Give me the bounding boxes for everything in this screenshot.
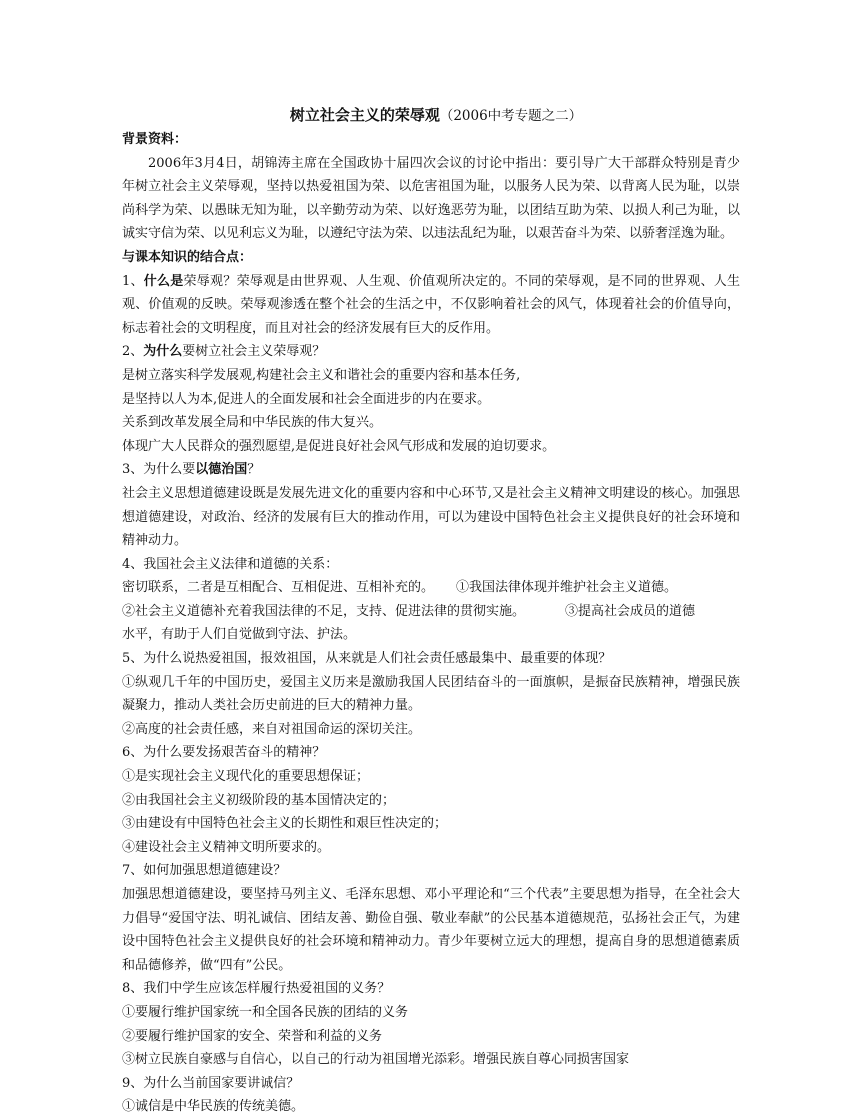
q2-bold: 为什么 <box>143 344 183 360</box>
q4-line-3: 水平，有助于人们自觉做到守法、护法。 <box>122 627 357 643</box>
q3-paragraph: 社会主义思想道德建设既是发展先进文化的重要内容和中心环节,又是社会主义精神文明建设的核心。加强思想道德建设，对政治、经济的发展有巨大的推动作用，可以为建设中国特色社会主义提供良好的社会环境和精神动力。 <box>122 485 740 549</box>
question-3-title <box>122 458 740 482</box>
q9-item: ①诚信是中华民族的传统美德。 <box>122 1099 305 1115</box>
q1-number: 1、 <box>122 273 144 289</box>
title-main: 树立社会主义的荣辱观 <box>289 106 440 124</box>
q6-item: ②由我国社会主义初级阶段的基本国情决定的； <box>122 792 396 808</box>
q8-item: ①要履行维护国家统一和全国各民族的团结的义务 <box>122 1004 409 1020</box>
question-4-title: 4、我国社会主义法律和道德的关系： <box>122 556 339 572</box>
question-5-title: 5、为什么说热爱祖国，报效祖国，从来就是人们社会责任感最集中、最重要的体现？ <box>122 651 612 667</box>
question-8-title: 8、我们中学生应该怎样履行热爱祖国的义务？ <box>122 981 391 997</box>
question-7-title: 7、如何加强思想道德建设？ <box>122 863 287 879</box>
question-2-title <box>122 340 740 364</box>
combo-heading: 与课本知识的结合点： <box>122 249 253 265</box>
q5-paragraph-2: ②高度的社会责任感，来自对祖国命运的深切关注。 <box>122 721 422 737</box>
q2-line: 是坚持以人为本,促进人的全面发展和社会全面进步的内在要求。 <box>122 391 491 407</box>
q7-paragraph: 加强思想道德建设，要坚持马列主义、毛泽东思想、邓小平理论和“三个代表”主要思想为指导，在全社会大力倡导“爱国守法、明礼诚信、团结友善、勤俭自强、敬业奉献”的公民基本道德规范，弘扬社会正气，为建设中国特色社会主义提供良好的社会环境和精神动力。青少年要树立远大的理想，提高自身的思想道德素质和品德修养，做“四有”公民。 <box>122 887 740 973</box>
q2-line: 体现广大人民群众的强烈愿望,是促进良好社会风气形成和发展的迫切要求。 <box>122 438 556 454</box>
q2-text: 要树立社会主义荣辱观？ <box>182 344 326 360</box>
q1-text: 荣辱观？荣辱观是由世界观、人生观、价值观所决定的。不同的荣辱观，是不同的世界观、人生观、价值观的反映。荣辱观渗透在整个社会的生活之中，不仅影响着社会的风气，体现着社会的价值导向，标志着社会的文明程度，而且对社会的经济发展有巨大的反作用。 <box>122 273 740 336</box>
document-page <box>122 103 740 1119</box>
q8-item: ③树立民族自豪感与自信心，以自己的行动为祖国增光添彩。增强民族自尊心同损害国家 <box>122 1052 630 1068</box>
q5-paragraph-1: ①纵观几千年的中国历史，爱国主义历来是激励我国人民团结奋斗的一面旗帜，是振奋民族精神，增强民族凝聚力，推动人类社会历史前进的巨大的精神力量。 <box>122 674 740 714</box>
q4-line-2a: ②社会主义道德补充着我国法律的不足，支持、促进法律的贯彻实施。 <box>122 603 526 619</box>
q6-item: ③由建设有中国特色社会主义的长期性和艰巨性决定的； <box>122 816 448 832</box>
q8-item: ②要履行维护国家的安全、荣誉和利益的义务 <box>122 1028 383 1044</box>
question-9-title: 9、为什么当前国家要讲诚信？ <box>122 1075 300 1091</box>
q1-bold: 什么是 <box>143 273 184 289</box>
q4-line-1 <box>122 576 740 600</box>
q4-line-1a: 密切联系，二者是互相配合、互相促进、互相补充的。 <box>122 580 435 596</box>
question-6-title: 6、为什么要发扬艰苦奋斗的精神？ <box>122 745 326 761</box>
q3-bold: 以德治国 <box>195 462 248 478</box>
q4-line-1b: ①我国法律体现并维护社会主义道德。 <box>456 580 678 596</box>
q2-line: 是树立落实科学发展观,构建社会主义和谐社会的重要内容和基本任务, <box>122 367 521 383</box>
background-heading: 背景资料： <box>122 132 188 147</box>
q2-line: 关系到改革发展全局和中华民族的伟大复兴。 <box>122 415 383 431</box>
q6-item: ①是实现社会主义现代化的重要思想保证； <box>122 769 370 785</box>
question-1 <box>122 270 740 341</box>
q3-suffix: ？ <box>247 462 261 478</box>
q4-line-2 <box>122 600 740 624</box>
q2-number: 2、 <box>122 344 144 360</box>
q6-item: ④建设社会主义精神文明所要求的。 <box>122 839 331 855</box>
document-title <box>132 103 740 128</box>
q4-line-2b: ③提高社会成员的道德 <box>565 603 696 619</box>
background-paragraph: 2006年3月4日，胡锦涛主席在全国政协十届四次会议的讨论中指出：要引导广大干部群众特别是青少年树立社会主义荣辱观，坚持以热爱祖国为荣、以危害祖国为耻，以服务人民为荣、以背离人民为耻，以崇尚科学为荣、以愚昧无知为耻，以辛勤劳动为荣、以好逸恶劳为耻，以团结互助为荣、以损人利己为耻，以诚实守信为荣、以见利忘义为耻，以遵纪守法为荣、以违法乱纪为耻，以艰苦奋斗为荣、以骄奢淫逸为耻。 <box>122 155 740 242</box>
title-subtitle: （2006中考专题之二） <box>439 108 583 124</box>
q3-prefix: 3、为什么要 <box>122 462 196 478</box>
